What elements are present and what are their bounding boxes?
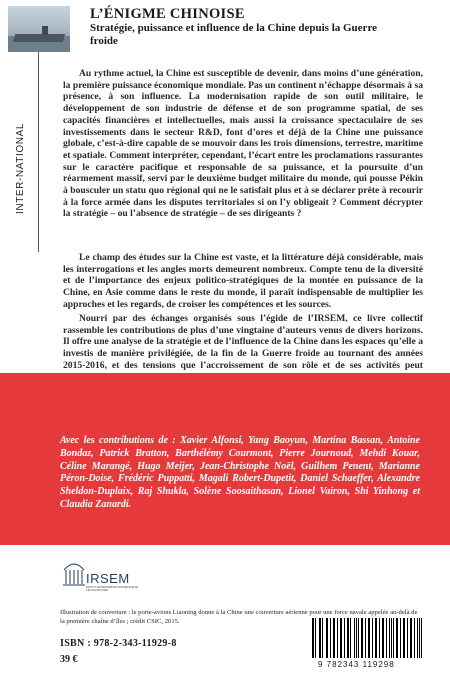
series-label: INTER-NATIONAL <box>15 123 26 214</box>
blurb-paragraph-3: Nourri par des échanges organisés sous l’égide de l’IRSEM, ce livre collectif rassemble les contributions de plus d’une vingtaine d’auteurs venus de divers horizons. Il offre une analyse de la stratégie et de l’influence de la Chine dans les espaces qu’elle a investis de manière privilégiée, de la fin de la Guerre froide au tournant des années 2015-2016, et des tensions que l’accroissement de son rôle et de ses activités peut <box>63 313 423 371</box>
barcode-number: 9 782343 119298 <box>318 660 395 669</box>
blurb-paragraph-1: Au rythme actuel, la Chine est susceptible de devenir, dans moins d’une génération, la première puissance économique mondiale. Pas un continent n’échappe désormais à sa présence, à son influence. La modernisation rapide de son outil militaire, le développement de son industrie de défense et de son programme spatial, de ses capacités financières et intellectuelles, mais aussi la croissance spectaculaire de ses investissements dans le secteur R&D, font d’ores et déjà de la Chine une puissance globale, c’est-à-dire capable de se mouvoir dans les trois dimensions, terrestre, maritime et spatiale. Comment interpréter, cependant, l’écart entre les proclamations rassurantes sur le caractère pacifique et responsable de sa puissance, et la poursuite d’un réarmement massif, servi par le deuxième budget militaire du monde, qui pousse Pékin à bousculer un statu quo régional qui ne le satisfait plus et à se déclarer prête à recourir à la force armée dans les disputes territoriales si on l’y obligeait ? Comment décrypter la stratégie – ou l’absence de stratégie – de ses dirigeants ? <box>63 68 423 220</box>
blurb-paragraph-2: Le champ des études sur la Chine est vaste, et la littérature déjà considérable, mais les interrogations et les angles morts demeurent nombreux. Compte tenu de la diversité et de l’importance des enjeux politico-stratégiques de la montée en puissance de la Chine, en Asie comme dans le reste du monde, il paraît indispensable de multiplier les approches et les regards, de croiser les compétences et les sources. <box>63 252 423 310</box>
vertical-divider <box>38 52 39 252</box>
book-title: L’ÉNIGME CHINOISE <box>90 6 245 22</box>
logo-name: IRSEM <box>86 571 130 586</box>
isbn: ISBN : 978-2-343-11929-8 <box>60 638 177 649</box>
cover-thumbnail-aircraft-carrier <box>8 6 70 52</box>
contributors-list: Avec les contributions de : Xavier Alfonsi, Yang Baoyun, Martina Bassan, Antoine Bondaz, Patrick Bratton, Barthélémy Courmont, Pierre Journoud, Mehdi Kouar, Céline Marangé, Hugo Meijer, Jean-Christophe Noël, Guilhem Penent, Marianne Péron-Doise, Frédéric Puppatti, Magali Robert-Dupetit, Daniel Schaeffer, Alexandre Sheldon-Duplaix, Raj Shukla, Solène Soosaithasan, Lionel Vairon, Shi Yinhong et Claudia Zanardi. <box>60 435 420 510</box>
price: 39 € <box>60 654 78 665</box>
cover-credit: Illustration de couverture : le porte-avions Liaoning donne à la Chine une couverture aérienne pour une force navale appelée au-delà de la première chaîne d’îles ; crédit CSIC, 2015. <box>60 609 418 625</box>
book-subtitle: Stratégie, puissance et influence de la Chine depuis la Guerre froide <box>90 22 378 47</box>
barcode-icon <box>312 618 424 658</box>
logo-tagline: INSTITUT DE RECHERCHE STRATÉGIQUE DE L’ÉCOLE MILITAIRE <box>86 586 139 592</box>
